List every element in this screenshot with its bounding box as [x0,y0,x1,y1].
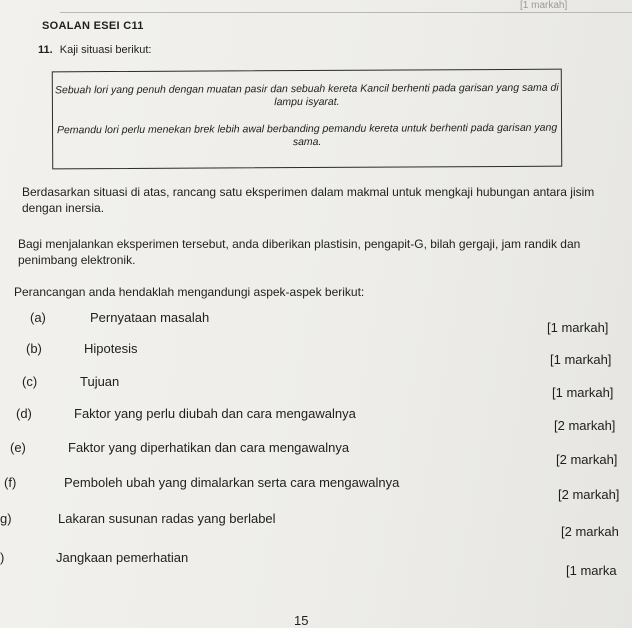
instruction-paragraph-1: Berdasarkan situasi di atas, rancang satu eksperimen dalam makmal untuk mengkaji hubungan antara jisim dengan inersia. [22,185,595,215]
aspect-letter: (a) [30,310,46,325]
question-line [38,44,151,56]
aspect-mark-b: [1 markah] [550,352,612,367]
aspect-mark-f: [2 markah] [558,487,620,502]
aspect-letter: ) [0,550,5,565]
aspect-mark-a: [1 markah] [547,320,609,335]
aspect-mark-c: [1 markah] [552,385,614,400]
aspect-letter: (d) [16,406,32,421]
section-title: SOALAN ESEI C11 [42,20,144,32]
question-prompt: Kaji situasi berikut: [59,44,152,56]
aspect-text: Jangkaan pemerhatian [56,550,189,565]
situation-paragraph-2: Pemandu lori perlu menekan brek lebih awal berbanding pemandu kereta untuk berhenti pada garisan yang sama. [56,121,558,149]
aspect-mark-e: [2 markah] [556,452,618,467]
instruction-paragraph-3: Perancangan anda hendaklah mengandungi aspek-aspek berikut: [14,285,365,299]
aspect-mark-d: [2 markah] [554,418,616,433]
instruction-paragraph-2: Bagi menjalankan eksperimen tersebut, anda diberikan plastisin, pengapit-G, bilah gergaji, jam randik dan penimbang elektronik. [18,237,581,267]
top-divider [60,12,632,13]
question-number: 11. [38,44,53,56]
aspect-letter: (c) [22,374,38,389]
aspect-text: Faktor yang perlu diubah dan cara mengawalnya [74,406,356,421]
aspect-mark-h: [1 marka [566,563,617,578]
aspect-text: Pemboleh ubah yang dimalarkan serta cara mengawalnya [64,475,400,490]
aspect-text: Hipotesis [84,341,138,356]
situation-paragraph-1: Sebuah lori yang penuh dengan muatan pasir dan sebuah kereta Kancil berhenti pada garisan yang sama di lampu isyarat. [54,81,559,109]
aspect-text: Faktor yang diperhatikan dan cara mengawalnya [68,440,350,455]
aspect-mark-g: [2 markah [561,524,619,539]
aspect-text: Pernyataan masalah [90,310,210,325]
aspect-letter: (e) [10,440,26,455]
aspect-text: Tujuan [80,374,120,389]
situation-box [52,69,563,170]
aspect-text: Lakaran susunan radas yang berlabel [58,511,276,526]
aspect-letter: (b) [26,341,42,356]
page-number: 15 [294,613,309,628]
aspect-letter: (f) [4,475,17,490]
header-corner-mark: [1 markah] [520,0,568,11]
aspect-letter: g) [0,511,12,526]
